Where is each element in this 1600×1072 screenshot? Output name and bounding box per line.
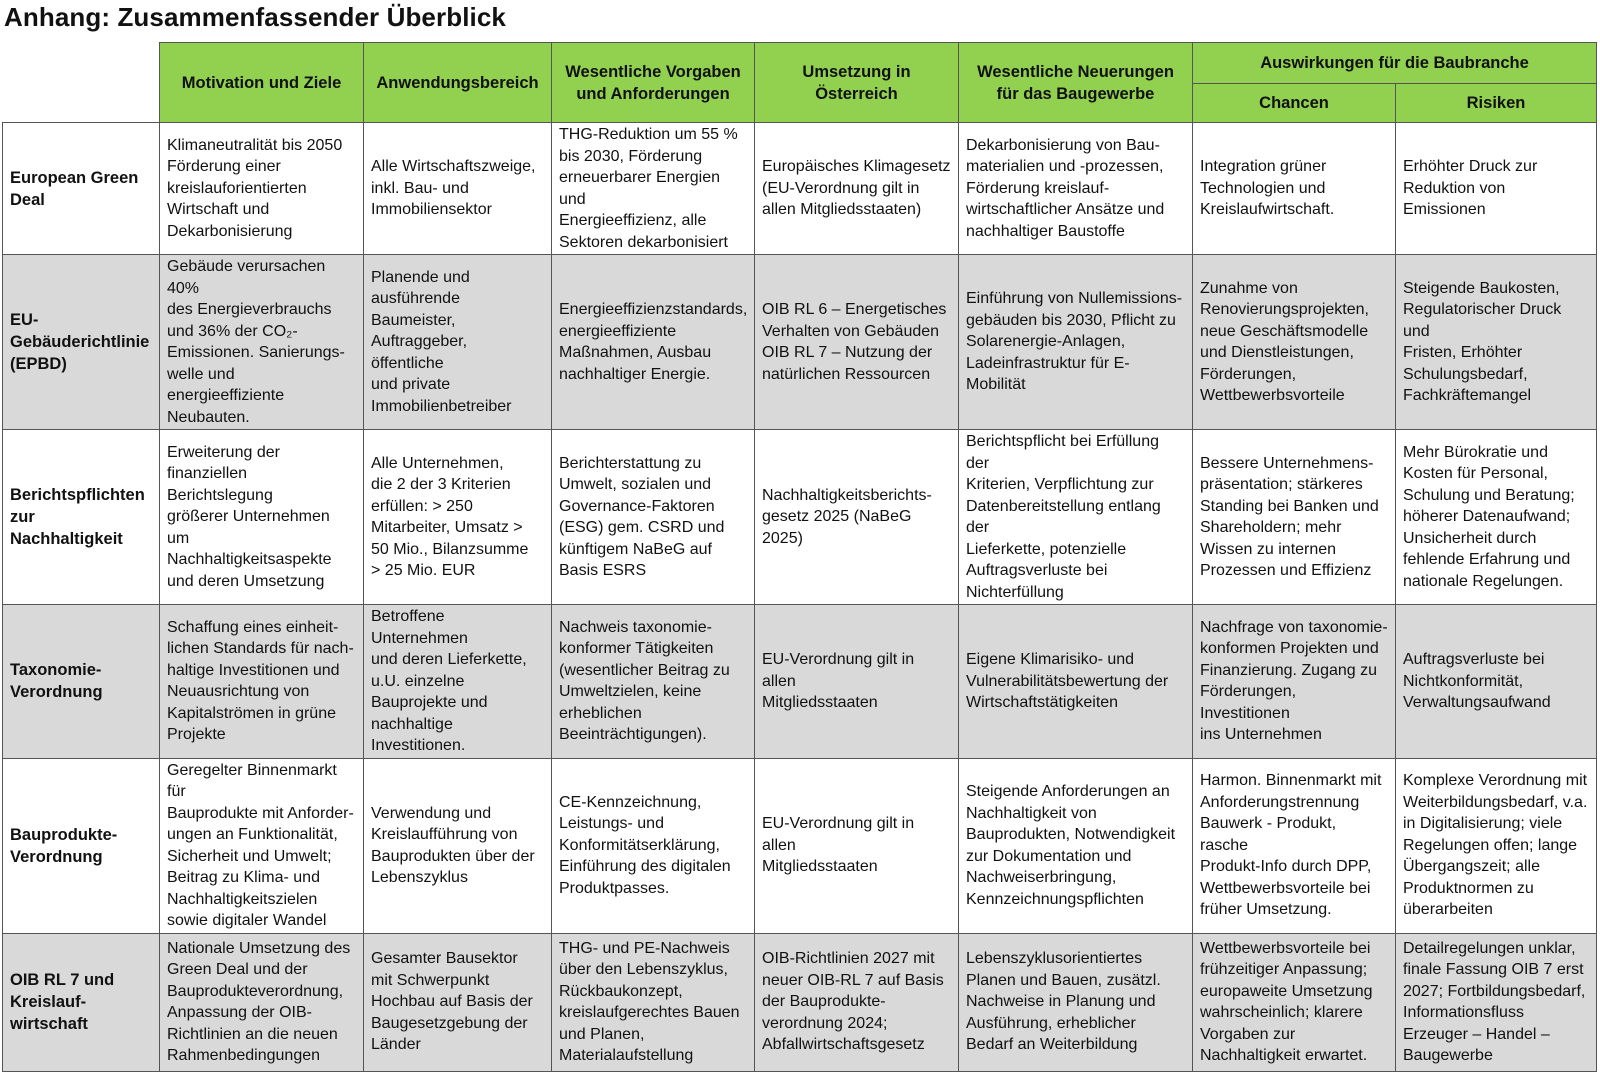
cell-motivation: Klimaneutralität bis 2050 Förderung einer kreislauforientierten Wirtschaft und Dekarbonisierung bbox=[160, 123, 364, 255]
row-header: OIB RL 7 und Kreislauf- wirtschaft bbox=[3, 933, 160, 1071]
header-chancen: Chancen bbox=[1193, 84, 1396, 123]
cell-umsetzung: Nachhaltigkeitsberichts- gesetz 2025 (NaBeG 2025) bbox=[755, 430, 959, 605]
cell-risiken: Komplexe Verordnung mit Weiterbildungsbedarf, v.a. in Digitalisierung; viele Regelungen offen; lange Übergangszeit; alle Produktnormen zu überarbeiten bbox=[1396, 758, 1597, 933]
cell-umsetzung: OIB RL 6 – Energetisches Verhalten von Gebäuden OIB RL 7 – Nutzung der natürlichen Ressourcen bbox=[755, 255, 959, 430]
table-row bbox=[3, 123, 1597, 255]
cell-vorgaben: Berichterstattung zu Umwelt, sozialen und Governance-Faktoren (ESG) gem. CSRD und künftigem NaBeG auf Basis ESRS bbox=[552, 430, 755, 605]
cell-umsetzung: Europäisches Klimagesetz (EU-Verordnung gilt in allen Mitgliedsstaaten) bbox=[755, 123, 959, 255]
cell-risiken: Auftragsverluste bei Nichtkonformität, Verwaltungsaufwand bbox=[1396, 605, 1597, 759]
cell-umsetzung: EU-Verordnung gilt in allen Mitgliedsstaaten bbox=[755, 605, 959, 759]
row-header: Taxonomie- Verordnung bbox=[3, 605, 160, 759]
table-row bbox=[3, 430, 1597, 605]
cell-anwendung: Alle Wirtschaftszweige, inkl. Bau- und Immobiliensektor bbox=[364, 123, 552, 255]
cell-motivation: Geregelter Binnenmarkt für Bauprodukte mit Anforder- ungen an Funktionalität, Sicherheit und Umwelt; Beitrag zu Klima- und Nachhaltigkeitszielen sowie digitaler Wandel bbox=[160, 758, 364, 933]
cell-neuerungen: Steigende Anforderungen an Nachhaltigkeit von Bauprodukten, Notwendigkeit zur Dokumentation und Nachweiserbringung, Kennzeichnungspflichten bbox=[959, 758, 1193, 933]
cell-neuerungen: Eigene Klimarisiko- und Vulnerabilitätsbewertung der Wirtschaftstätigkeiten bbox=[959, 605, 1193, 759]
cell-vorgaben: Nachweis taxonomie- konformer Tätigkeiten (wesentlicher Beitrag zu Umweltzielen, keine erheblichen Beeinträchtigungen). bbox=[552, 605, 755, 759]
corner-cell bbox=[3, 43, 160, 123]
cell-anwendung: Verwendung und Kreislaufführung von Bauprodukten über der Lebenszyklus bbox=[364, 758, 552, 933]
header-neuerungen: Wesentliche Neuerungen für das Baugewerbe bbox=[959, 43, 1193, 123]
cell-motivation: Nationale Umsetzung des Green Deal und der Bauprodukteverordnung, Anpassung der OIB- Richtlinien an die neuen Rahmenbedingungen bbox=[160, 933, 364, 1071]
cell-neuerungen: Berichtspflicht bei Erfüllung der Kriterien, Verpflichtung zur Datenbereitstellung entlang der Lieferkette, potenzielle Auftragsverluste bei Nichterfüllung bbox=[959, 430, 1193, 605]
cell-vorgaben: THG- und PE-Nachweis über den Lebenszyklus, Rückbaukonzept, kreislaufgerechtes Bauen und Planen, Materialaufstellung bbox=[552, 933, 755, 1071]
cell-risiken: Steigende Baukosten, Regulatorischer Druck und Fristen, Erhöhter Schulungsbedarf, Fachkräftemangel bbox=[1396, 255, 1597, 430]
header-umsetzung: Umsetzung in Österreich bbox=[755, 43, 959, 123]
cell-vorgaben: Energieeffizienzstandards, energieeffiziente Maßnahmen, Ausbau nachhaltiger Energie. bbox=[552, 255, 755, 430]
cell-neuerungen: Einführung von Nullemissions- gebäuden bis 2030, Pflicht zu Solarenergie-Anlagen, Ladeinfrastruktur für E-Mobilität bbox=[959, 255, 1193, 430]
cell-anwendung: Planende und ausführende Baumeister, Auftraggeber, öffentliche und private Immobilienbetreiber bbox=[364, 255, 552, 430]
page-title: Anhang: Zusammenfassender Überblick bbox=[4, 2, 506, 32]
header-vorgaben: Wesentliche Vorgaben und Anforderungen bbox=[552, 43, 755, 123]
header-risiken: Risiken bbox=[1396, 84, 1597, 123]
cell-chancen: Nachfrage von taxonomie- konformen Projekten und Finanzierung. Zugang zu Förderungen, Investitionen ins Unternehmen bbox=[1193, 605, 1396, 759]
cell-neuerungen: Lebenszyklusorientiertes Planen und Bauen, zusätzl. Nachweise in Planung und Ausführung, erheblicher Bedarf an Weiterbildung bbox=[959, 933, 1193, 1071]
cell-anwendung: Gesamter Bausektor mit Schwerpunkt Hochbau auf Basis der Baugesetzgebung der Länder bbox=[364, 933, 552, 1071]
cell-umsetzung: EU-Verordnung gilt in allen Mitgliedsstaaten bbox=[755, 758, 959, 933]
cell-chancen: Harmon. Binnenmarkt mit Anforderungstrennung Bauwerk - Produkt, rasche Produkt-Info durch DPP, Wettbewerbsvorteile bei früher Umsetzung. bbox=[1193, 758, 1396, 933]
cell-anwendung: Alle Unternehmen, die 2 der 3 Kriterien erfüllen: > 250 Mitarbeiter, Umsatz > 50 Mio., Bilanzsumme > 25 Mio. EUR bbox=[364, 430, 552, 605]
header-auswirkungen: Auswirkungen für die Baubranche bbox=[1193, 43, 1597, 84]
cell-risiken: Erhöhter Druck zur Reduktion von Emissionen bbox=[1396, 123, 1597, 255]
header-motivation: Motivation und Ziele bbox=[160, 43, 364, 123]
cell-motivation: Gebäude verursachen 40% des Energieverbrauchs und 36% der CO₂- Emissionen. Sanierungs- welle und energieeffiziente Neubauten. bbox=[160, 255, 364, 430]
cell-vorgaben: THG-Reduktion um 55 % bis 2030, Förderung erneuerbarer Energien und Energieeffizienz, alle Sektoren dekarbonisiert bbox=[552, 123, 755, 255]
table-row bbox=[3, 758, 1597, 933]
row-header: Berichtspflichten zur Nachhaltigkeit bbox=[3, 430, 160, 605]
table-row bbox=[3, 933, 1597, 1071]
overview-table bbox=[2, 42, 1597, 1072]
cell-umsetzung: OIB-Richtlinien 2027 mit neuer OIB-RL 7 auf Basis der Bauprodukte- verordnung 2024; Abfallwirtschaftsgesetz bbox=[755, 933, 959, 1071]
table-row bbox=[3, 605, 1597, 759]
cell-chancen: Integration grüner Technologien und Kreislaufwirtschaft. bbox=[1193, 123, 1396, 255]
cell-neuerungen: Dekarbonisierung von Bau- materialien und -prozessen, Förderung kreislauf- wirtschaftlicher Ansätze und nachhaltiger Baustoffe bbox=[959, 123, 1193, 255]
cell-motivation: Schaffung eines einheit- lichen Standards für nach- haltige Investitionen und Neuausrichtung von Kapitalströmen in grüne Projekte bbox=[160, 605, 364, 759]
row-header: European Green Deal bbox=[3, 123, 160, 255]
row-header: Bauprodukte- Verordnung bbox=[3, 758, 160, 933]
cell-motivation: Erweiterung der finanziellen Berichtslegung größerer Unternehmen um Nachhaltigkeitsaspekte und deren Umsetzung bbox=[160, 430, 364, 605]
cell-vorgaben: CE-Kennzeichnung, Leistungs- und Konformitätserklärung, Einführung des digitalen Produktpasses. bbox=[552, 758, 755, 933]
cell-risiken: Detailregelungen unklar, finale Fassung OIB 7 erst 2027; Fortbildungsbedarf, Informationsfluss Erzeuger – Handel – Baugewerbe bbox=[1396, 933, 1597, 1071]
cell-anwendung: Betroffene Unternehmen und deren Lieferkette, u.U. einzelne Bauprojekte und nachhaltige Investitionen. bbox=[364, 605, 552, 759]
cell-risiken: Mehr Bürokratie und Kosten für Personal, Schulung und Beratung; höherer Datenaufwand; Unsicherheit durch fehlende Erfahrung und nationale Regelungen. bbox=[1396, 430, 1597, 605]
cell-chancen: Wettbewerbsvorteile bei frühzeitiger Anpassung; europaweite Umsetzung wahrscheinlich; klarere Vorgaben zur Nachhaltigkeit erwartet. bbox=[1193, 933, 1396, 1071]
row-header: EU- Gebäuderichtlinie (EPBD) bbox=[3, 255, 160, 430]
header-anwendung: Anwendungsbereich bbox=[364, 43, 552, 123]
table-row bbox=[3, 255, 1597, 430]
cell-chancen: Bessere Unternehmens- präsentation; stärkeres Standing bei Banken und Shareholdern; mehr Wissen zu internen Prozessen und Effizienz bbox=[1193, 430, 1396, 605]
cell-chancen: Zunahme von Renovierungsprojekten, neue Geschäftsmodelle und Dienstleistungen, Förderungen, Wettbewerbsvorteile bbox=[1193, 255, 1396, 430]
